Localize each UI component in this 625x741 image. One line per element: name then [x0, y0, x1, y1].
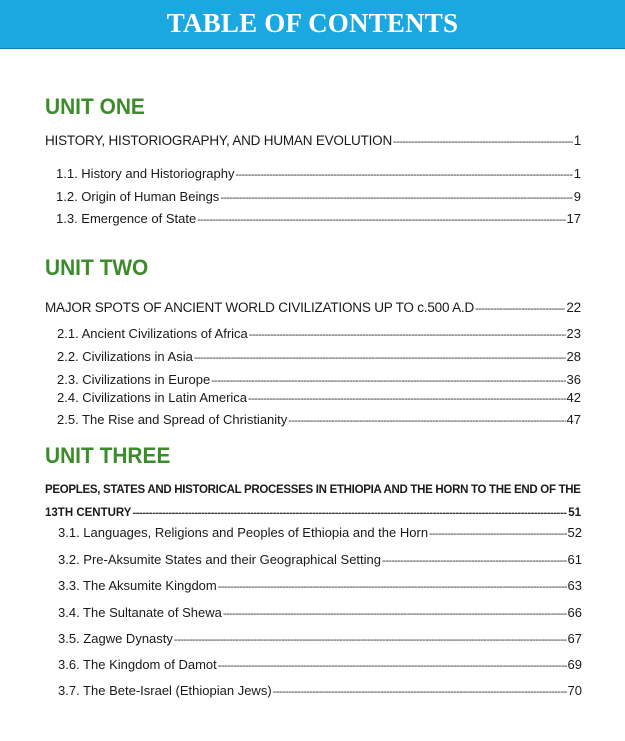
toc-entry-page: 70 — [567, 683, 582, 698]
leader-dots — [220, 190, 572, 206]
leader-dots — [235, 167, 572, 183]
toc-entry-page: 51 — [568, 507, 581, 519]
toc-entry-1-3[interactable] — [56, 211, 581, 228]
unit-one-heading: UNIT ONE — [45, 94, 145, 119]
leader-dots — [249, 327, 566, 343]
leader-dots — [223, 606, 567, 622]
toc-entry-2-3[interactable] — [57, 372, 581, 389]
toc-entry-2-5[interactable] — [57, 412, 581, 429]
toc-entry-unit-three[interactable] — [45, 505, 581, 521]
toc-entry-label: 3.5. Zagwe Dynasty — [58, 631, 173, 646]
toc-entry-label: 2.4. Civilizations in Latin America — [57, 390, 248, 405]
toc-entry-1-1[interactable] — [56, 166, 581, 183]
toc-entry-label: 13TH CENTURY — [45, 507, 132, 519]
toc-entry-unit-two[interactable] — [45, 300, 581, 317]
toc-entry-3-6[interactable] — [58, 657, 582, 674]
toc-entry-page: 69 — [567, 657, 582, 672]
toc-entry-3-5[interactable] — [58, 631, 582, 648]
unit-three-heading: UNIT THREE — [45, 443, 171, 468]
toc-entry-label: 1.1. History and Historiography — [56, 166, 235, 181]
leader-dots — [273, 684, 567, 700]
toc-entry-label: 3.3. The Aksumite Kingdom — [58, 578, 217, 593]
toc-entry-page: 1 — [573, 166, 581, 181]
toc-entry-label: 1.3. Emergence of State — [56, 211, 197, 226]
toc-entry-label: 2.1. Ancient Civilizations of Africa — [57, 326, 248, 341]
leader-dots — [382, 553, 567, 569]
toc-entry-unit-three-title[interactable]: PEOPLES, STATES AND HISTORICAL PROCESSES IN ETHIOPIA AND THE HORN TO THE END OF THE — [45, 484, 581, 496]
leader-dots — [194, 350, 566, 366]
toc-entry-label: 3.4. The Sultanate of Shewa — [58, 605, 222, 620]
leader-dots — [218, 658, 567, 674]
toc-entry-2-4[interactable] — [57, 390, 581, 407]
toc-entry-page: 36 — [566, 372, 581, 387]
toc-entry-page: 63 — [567, 578, 582, 593]
toc-entry-page: 67 — [567, 631, 582, 646]
toc-entry-page: 22 — [566, 300, 581, 315]
toc-entry-label: 2.2. Civilizations in Asia — [57, 349, 193, 364]
leader-dots — [218, 579, 567, 595]
toc-entry-3-4[interactable] — [58, 605, 582, 622]
toc-entry-page: 23 — [566, 326, 581, 341]
toc-entry-label: 3.6. The Kingdom of Damot — [58, 657, 217, 672]
leader-dots — [288, 413, 565, 429]
toc-entry-3-1[interactable] — [58, 525, 582, 542]
toc-entry-label: 2.3. Civilizations in Europe — [57, 372, 211, 387]
page-title: TABLE OF CONTENTS — [166, 7, 459, 38]
leader-dots — [211, 373, 565, 389]
toc-entry-label: 1.2. Origin of Human Beings — [56, 189, 220, 204]
toc-entry-label: 3.2. Pre-Aksumite States and their Geographical Setting — [58, 552, 382, 567]
unit-two-heading: UNIT TWO — [45, 255, 149, 280]
toc-entry-page: 52 — [567, 525, 582, 540]
leader-dots — [475, 301, 565, 317]
leader-dots — [248, 391, 566, 407]
toc-entry-1-2[interactable] — [56, 189, 581, 206]
toc-entry-label: HISTORY, HISTORIOGRAPHY, AND HUMAN EVOLUTION — [45, 133, 393, 148]
toc-entry-page: 9 — [573, 189, 581, 204]
toc-entry-page: 17 — [566, 211, 581, 226]
toc-entry-label: 3.1. Languages, Religions and Peoples of Ethiopia and the Horn — [58, 525, 429, 540]
toc-entry-page: 66 — [567, 605, 582, 620]
leader-dots — [429, 526, 566, 542]
toc-entry-3-3[interactable] — [58, 578, 582, 595]
toc-entry-unit-one[interactable] — [45, 133, 581, 150]
toc-entry-label: 3.7. The Bete-Israel (Ethiopian Jews) — [58, 683, 272, 698]
leader-dots — [197, 212, 565, 228]
toc-entry-3-2[interactable] — [58, 552, 582, 569]
toc-entry-label: MAJOR SPOTS OF ANCIENT WORLD CIVILIZATIONS UP TO c.500 A.D — [45, 300, 474, 315]
toc-entry-page: 28 — [566, 349, 581, 364]
toc-entry-label: 2.5. The Rise and Spread of Christianity — [57, 412, 288, 427]
toc-entry-page: 61 — [567, 552, 582, 567]
toc-entry-page: 1 — [573, 133, 581, 148]
toc-entry-page: 47 — [566, 412, 581, 427]
toc-entry-2-1[interactable] — [57, 326, 581, 343]
toc-entry-2-2[interactable] — [57, 349, 581, 366]
leader-dots — [174, 632, 567, 648]
toc-entry-3-7[interactable] — [58, 683, 582, 700]
leader-dots — [393, 134, 573, 150]
leader-dots — [132, 505, 567, 521]
toc-entry-page: 42 — [566, 390, 581, 405]
